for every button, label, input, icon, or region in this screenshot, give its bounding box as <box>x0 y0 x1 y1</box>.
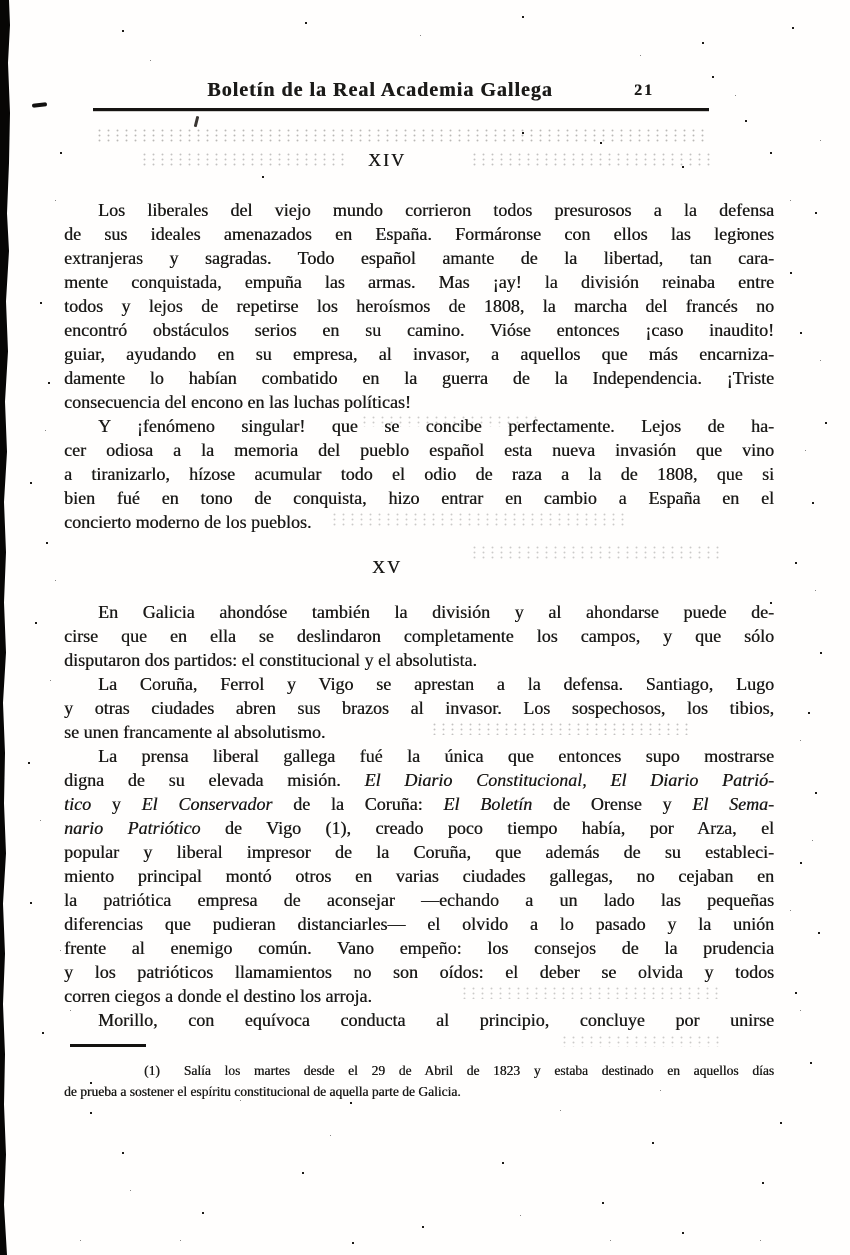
text-line: Los liberales del viejo mundo corrieron todos presurosos a la defensa <box>98 200 774 220</box>
footnote <box>64 1044 774 1102</box>
text-line: La Coruña, Ferrol y Vigo se aprestan a la defensa. Santiago, Lugo <box>98 674 774 694</box>
text-line: En Galicia ahondóse también la división y al ahondarse puede de- <box>98 602 774 622</box>
page-number: 21 <box>634 82 654 99</box>
text-line: y otras ciudades abren sus brazos al invasor. Los sospechosos, los tibios, <box>64 698 774 718</box>
text-line: Morillo, con equívoca conducta al principio, concluye por unirse <box>98 1010 774 1030</box>
text-line: Y ¡fenómeno singular! que se concibe perfectamente. Lejos de ha- <box>98 416 774 436</box>
body-text <box>64 148 774 1032</box>
text-column <box>64 148 774 1102</box>
text-line: tico y El Conservador de la Coruña: El Boletín de Orense y El Sema- <box>64 794 775 814</box>
footnote-text: Salía los martes desde el 29 de Abril de 1823 y estaba destinado en aquellos días <box>183 1063 774 1078</box>
paragraph <box>64 672 774 744</box>
text-line: a tiranizarlo, hízose acumular todo el odio de raza a la de 1808, que si <box>64 464 774 484</box>
text-line: consecuencia del encono en las luchas políticas! <box>64 392 411 412</box>
text-line: miento principal montó otros en varias ciudades gallegas, no cejaban en <box>64 866 774 886</box>
text-line: damente lo habían combatido en la guerra de la Independencia. ¡Triste <box>64 368 774 388</box>
text-line: diferencias que pudieran distanciarles— el olvido a lo pasado y la unión <box>64 914 774 934</box>
journal-title: Boletín de la Real Academia Gallega <box>207 79 553 101</box>
paragraph <box>64 1008 774 1032</box>
text-line: se unen francamente al absolutismo. <box>64 722 326 742</box>
paragraph <box>64 744 774 1008</box>
header-rule <box>93 108 709 111</box>
text-line: extranjeras y sagradas. Todo español amante de la libertad, tan cara- <box>64 248 774 268</box>
text-line: cirse que en ella se deslindaron completamente los campos, y que sólo <box>64 626 774 646</box>
text-line: corren ciegos a donde el destino los arroja. <box>64 986 372 1006</box>
text-line: concierto moderno de los pueblos. <box>64 512 312 532</box>
footnote-line <box>64 1060 774 1081</box>
text-line: y los patrióticos llamamientos no son oídos: el deber se olvida y todos <box>64 962 774 982</box>
text-line: mente conquistada, empuña las armas. Mas ¡ay! la división reinaba entre <box>64 272 774 292</box>
scan-speckles <box>0 0 1 1</box>
footnote-marker: (1) <box>144 1063 160 1078</box>
scan-edge-artifact <box>0 0 11 1255</box>
text-line: bien fué en tono de conquista, hizo entrar en cambio a España en el <box>64 488 774 508</box>
text-line: guiar, ayudando en su empresa, al invasor, a aquellos que más encarniza- <box>64 344 774 364</box>
text-line: de sus ideales amenazados en España. Formáronse con ellos las legiones <box>64 224 774 244</box>
footnote-line: de prueba a sostener el espíritu constitucional de aquella parte de Galicia. <box>64 1084 461 1099</box>
text-line: nario Patriótico de Vigo (1), creado poco tiempo había, por Arza, el <box>64 818 774 838</box>
scan-ink-mark <box>32 102 47 108</box>
paragraph <box>64 198 774 414</box>
text-line: la patriótica empresa de aconsejar —echando a un lado las pequeñas <box>64 890 774 910</box>
text-line: digna de su elevada misión. El Diario Constitucional, El Diario Patrió- <box>64 770 774 790</box>
text-line: disputaron dos partidos: el constitucional y el absolutista. <box>64 650 477 670</box>
scan-ink-mark <box>194 116 199 127</box>
section-heading: XV <box>372 557 402 577</box>
paragraph <box>64 600 774 672</box>
text-line: encontró obstáculos serios en su camino. Vióse entonces ¡caso inaudito! <box>64 320 774 340</box>
text-line: todos y lejos de repetirse los heroísmos de 1808, la marcha del francés no <box>64 296 774 316</box>
text-line: cer odiosa a la memoria del pueblo español esta nueva invasión que vino <box>64 440 774 460</box>
text-line: La prensa liberal gallega fué la única que entonces supo mostrarse <box>98 746 774 766</box>
section-xiv <box>64 148 774 534</box>
scan-noise <box>95 128 710 143</box>
section-xv <box>64 555 774 1032</box>
section-heading: XIV <box>368 150 406 170</box>
footnote-separator <box>70 1044 146 1047</box>
text-line: frente al enemigo común. Vano empeño: los consejos de la prudencia <box>64 938 774 958</box>
paragraph <box>64 414 774 534</box>
text-line: popular y liberal impresor de la Coruña, que además de su estableci- <box>64 842 774 862</box>
